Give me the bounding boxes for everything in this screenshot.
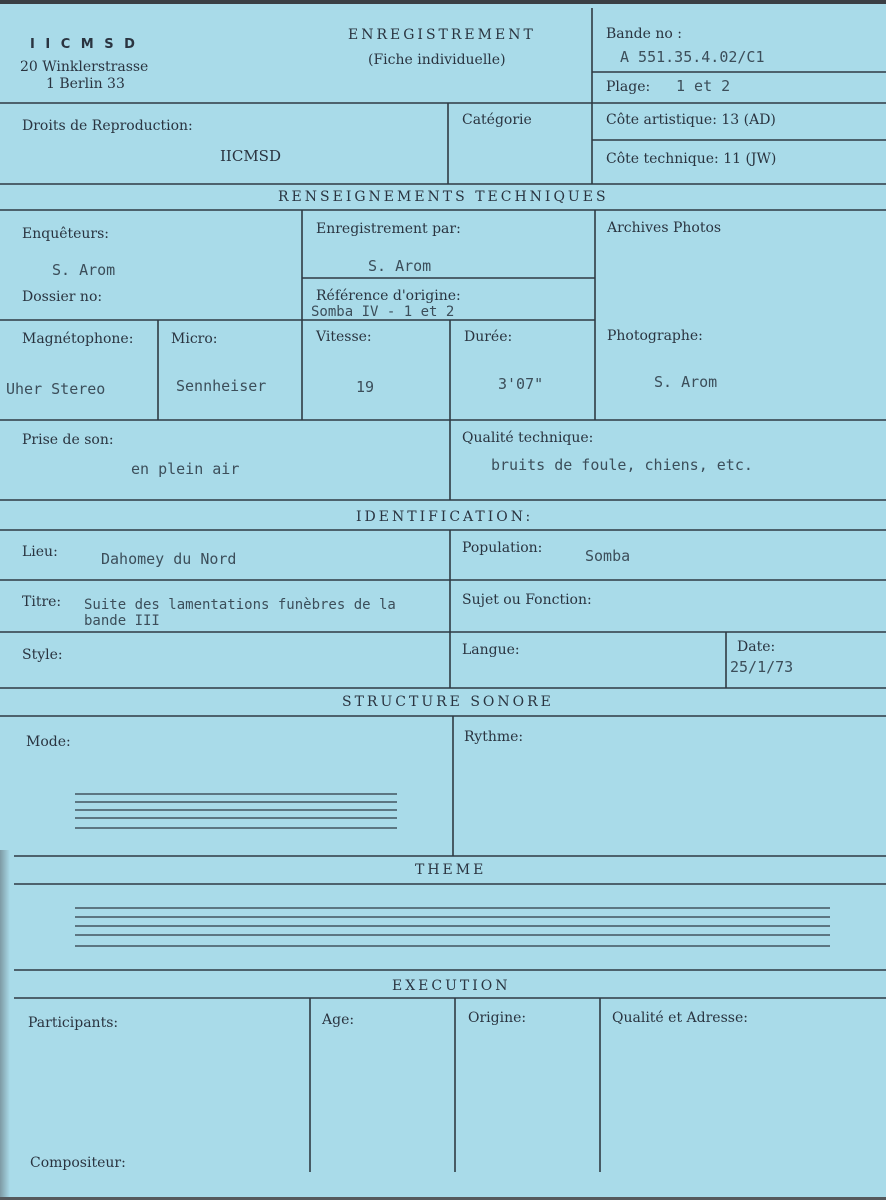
origine-label: Origine:	[468, 1010, 527, 1026]
archives-photos-label: Archives Photos	[607, 220, 722, 236]
reference-label: Référence d'origine:	[316, 288, 461, 304]
prise-de-son-value: en plein air	[131, 460, 240, 478]
compositeur-label: Compositeur:	[30, 1155, 126, 1171]
magnetophone-value: Uher Stereo	[6, 380, 106, 398]
titre-label: Titre:	[22, 594, 62, 610]
style-label: Style:	[22, 647, 63, 663]
identification-heading: IDENTIFICATION:	[356, 509, 534, 525]
mode-staff-lines	[75, 794, 397, 828]
enregistrement-value: S. Arom	[368, 257, 432, 275]
titre-value-line1: Suite des lamentations funèbres de la	[84, 597, 396, 613]
dossier-label: Dossier no:	[22, 289, 103, 305]
qualite-technique-value: bruits de foule, chiens, etc.	[491, 456, 753, 474]
cote-technique: Côte technique: 11 (JW)	[606, 151, 777, 167]
age-label: Age:	[322, 1012, 355, 1028]
population-label: Population:	[462, 540, 543, 556]
lieu-label: Lieu:	[22, 544, 58, 560]
vitesse-value: 19	[356, 378, 375, 396]
langue-label: Langue:	[462, 642, 520, 658]
rights-value: IICMSD	[220, 147, 281, 165]
mode-label: Mode:	[26, 734, 71, 750]
magnetophone-label: Magnétophone:	[22, 331, 134, 347]
enqueteurs-label: Enquêteurs:	[22, 226, 110, 242]
reference-value: Somba IV - 1 et 2	[311, 304, 455, 320]
enqueteurs-value: S. Arom	[52, 261, 116, 279]
photographe-label: Photographe:	[607, 328, 703, 344]
duree-label: Durée:	[464, 329, 513, 345]
titre-value-line2: bande III	[84, 613, 160, 629]
lieu-value: Dahomey du Nord	[101, 550, 237, 568]
qualite-adresse-label: Qualité et Adresse:	[612, 1010, 748, 1026]
tech-heading: RENSEIGNEMENTS TECHNIQUES	[278, 189, 609, 205]
form-subtitle: (Fiche individuelle)	[368, 52, 506, 68]
vitesse-label: Vitesse:	[316, 329, 372, 345]
structure-sonore-heading: STRUCTURE SONORE	[342, 694, 554, 710]
bande-value: A 551.35.4.02/C1	[620, 48, 765, 66]
theme-heading: THEME	[415, 862, 487, 878]
duree-value: 3'07"	[498, 375, 544, 393]
qualite-technique-label: Qualité technique:	[462, 430, 594, 446]
rythme-label: Rythme:	[464, 729, 524, 745]
theme-staff-lines	[75, 908, 830, 946]
org-street: 20 Winklerstrasse	[20, 59, 149, 75]
rights-label: Droits de Reproduction:	[22, 118, 193, 134]
form-title: ENREGISTREMENT	[348, 27, 536, 43]
photographe-value: S. Arom	[654, 373, 718, 391]
participants-label: Participants:	[28, 1015, 119, 1031]
enregistrement-label: Enregistrement par:	[316, 221, 461, 237]
plage-label: Plage:	[606, 79, 651, 95]
date-value: 25/1/73	[730, 658, 794, 676]
cote-artistique: Côte artistique: 13 (AD)	[606, 112, 776, 128]
micro-label: Micro:	[171, 331, 218, 347]
population-value: Somba	[585, 547, 631, 565]
plage-value: 1 et 2	[676, 77, 731, 95]
org-city: 1 Berlin 33	[46, 76, 125, 92]
bande-label: Bande no :	[606, 26, 682, 42]
execution-heading: EXECUTION	[392, 978, 511, 994]
sujet-fonction-label: Sujet ou Fonction:	[462, 592, 592, 608]
categorie-label: Catégorie	[462, 112, 532, 128]
org-name: I I C M S D	[30, 37, 138, 52]
micro-value: Sennheiser	[176, 377, 267, 395]
prise-de-son-label: Prise de son:	[22, 432, 114, 448]
date-label: Date:	[737, 639, 776, 655]
